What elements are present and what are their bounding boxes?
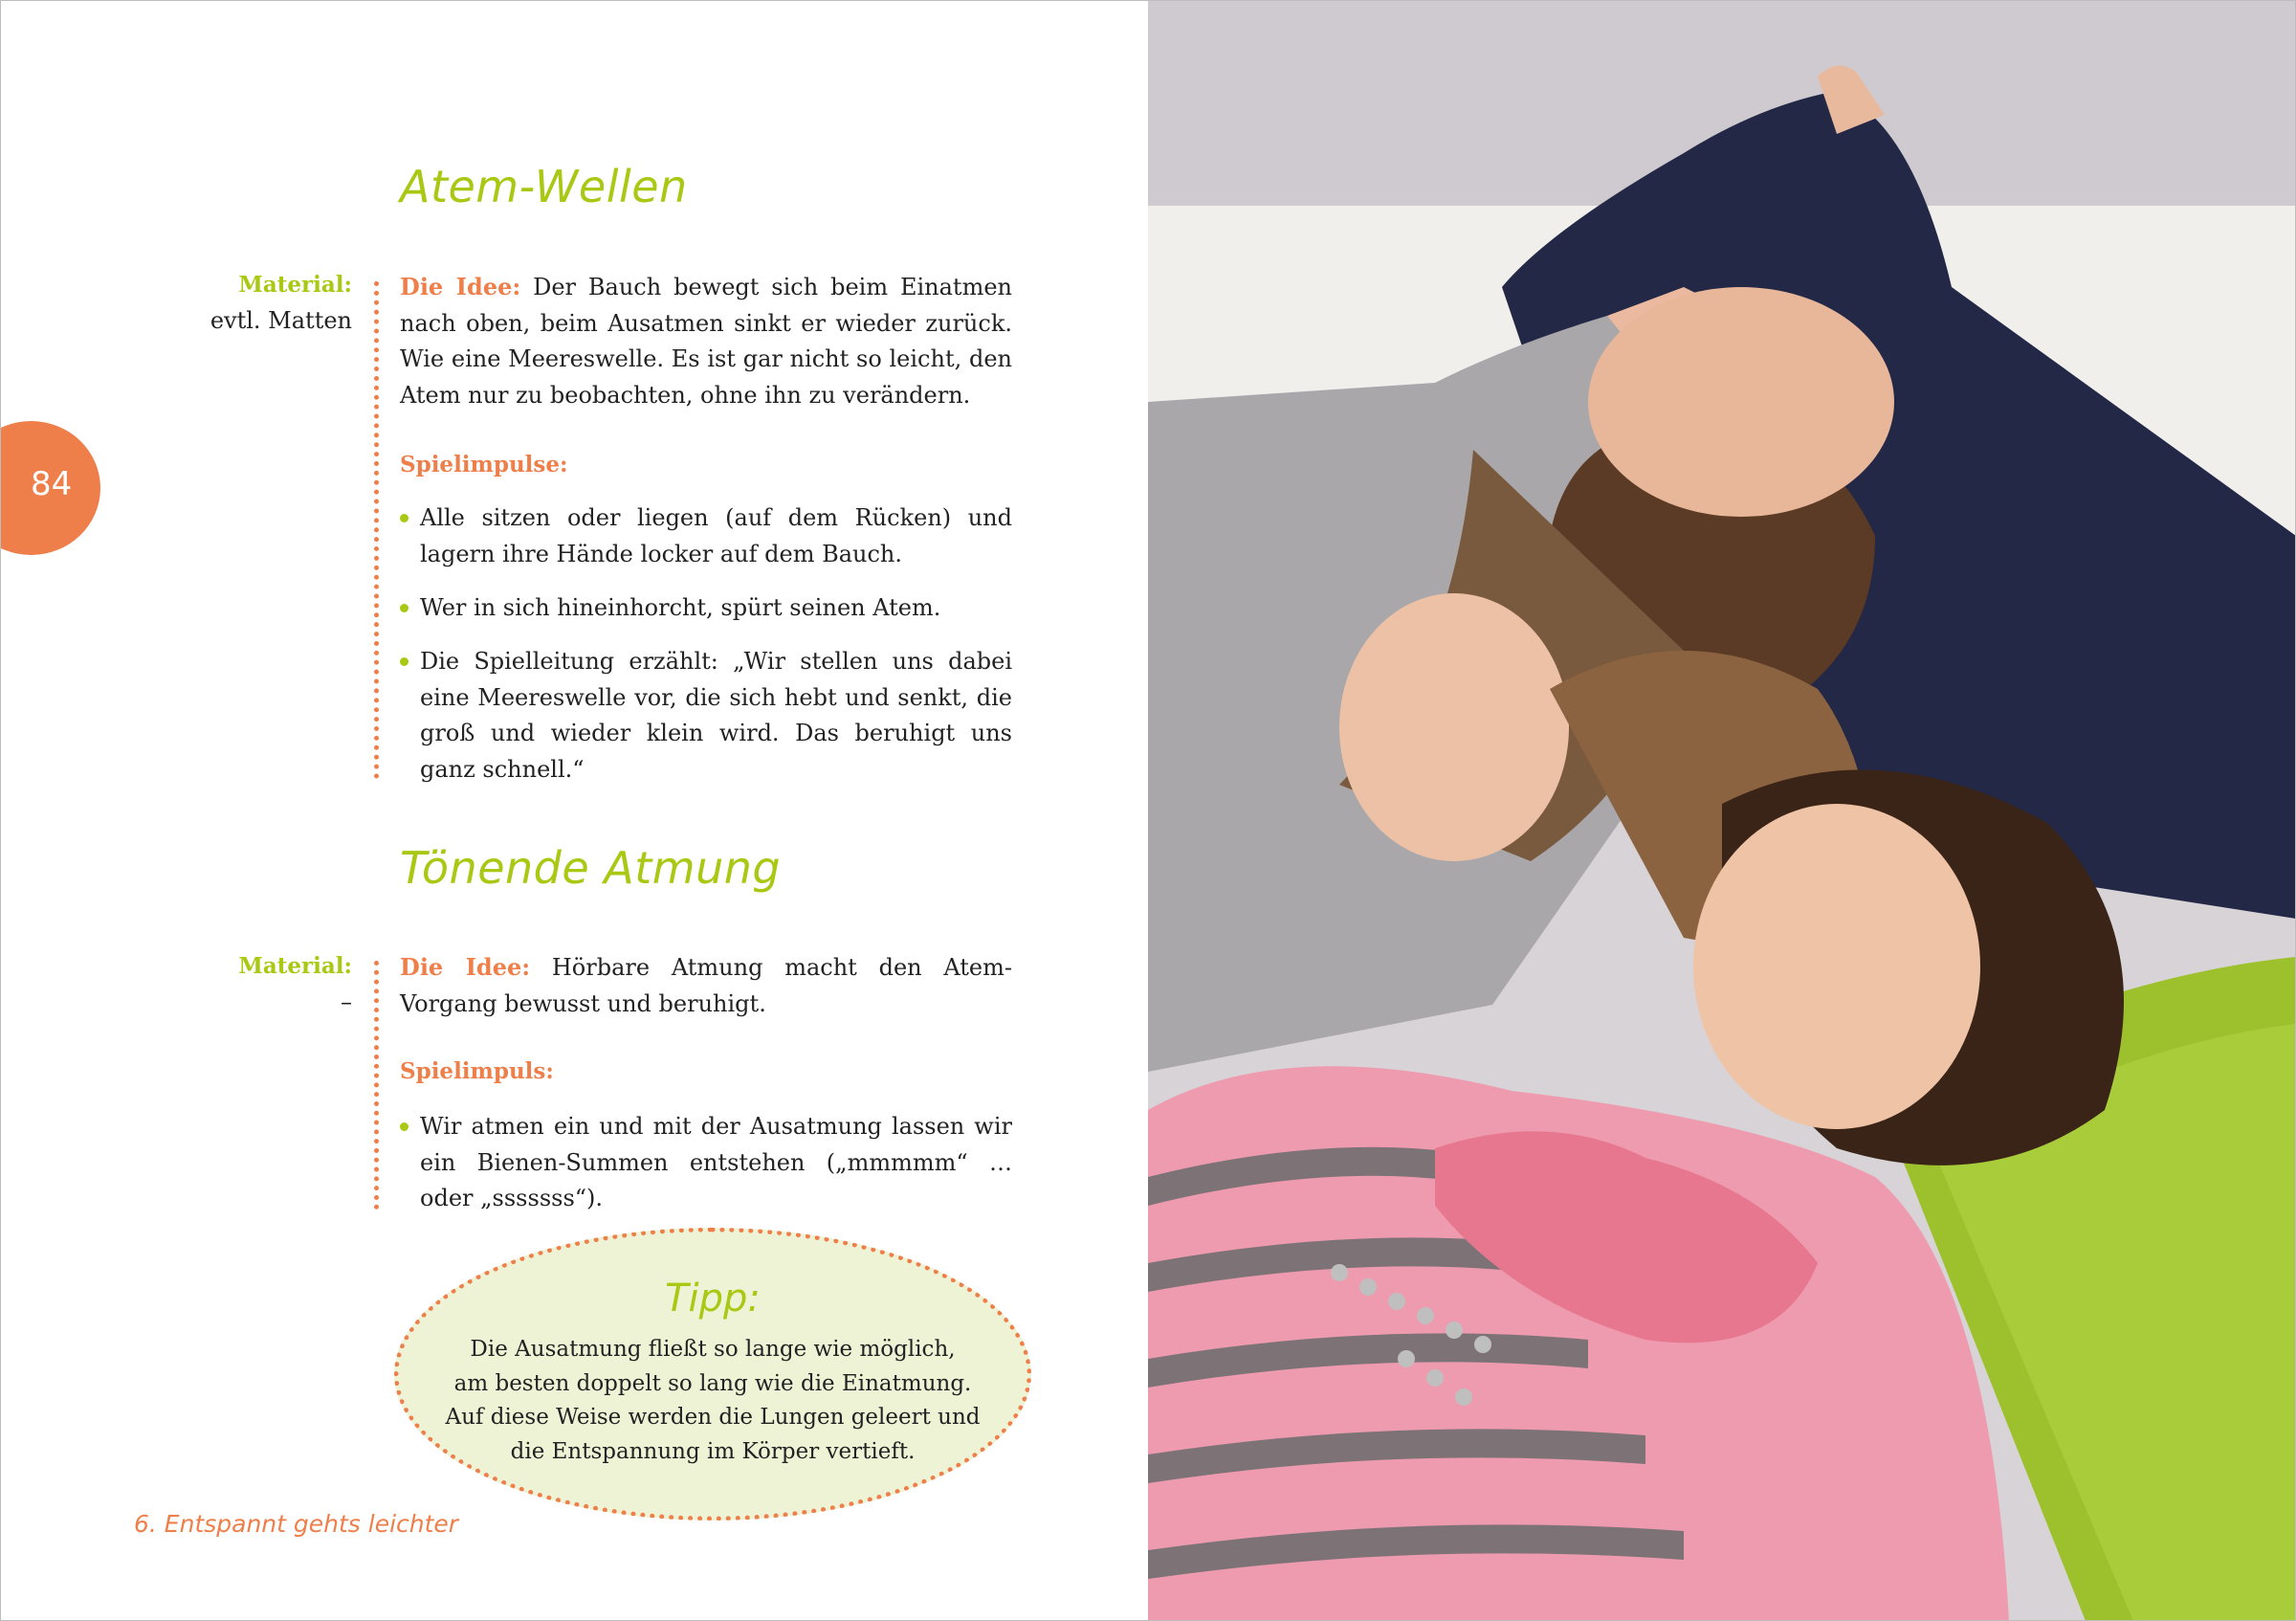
section2-title: Tönende Atmung <box>400 842 782 894</box>
bullet-text: Wer in sich hineinhorcht, spürt seinen Atem. <box>420 594 941 621</box>
section1-title: Atem-Wellen <box>400 161 688 212</box>
section1-idea-label: Die Idee: <box>400 273 521 300</box>
tip-line: die Entspannung im Körper vertieft. <box>510 1438 916 1464</box>
section2-material-value: – <box>341 988 352 1015</box>
tip-line: Auf diese Weise werden die Lungen geleert und <box>445 1405 981 1430</box>
section1-material-value: evtl. Matten <box>210 307 352 334</box>
section2-material-label: Material: <box>238 953 352 979</box>
section2-idea-label: Die Idee: <box>400 953 531 981</box>
section1-impulse-label: Spielimpulse: <box>400 452 568 477</box>
bullet-text: Alle sitzen oder liegen (auf dem Rücken) und lagern ihre Hände locker auf dem Bauch. <box>420 504 1012 567</box>
section1-material-label: Material: <box>238 272 352 298</box>
bullet-text: Wir atmen ein und mit der Ausatmung lassen wir ein Bienen-Summen entstehen („mmmmm“ … oder „sssssss“). <box>420 1113 1012 1211</box>
section1-idea-text: Der Bauch bewegt sich beim Einatmen nach oben, beim Ausatmen sinkt er wieder zurück. Wie eine Meereswelle. Es ist gar nicht so leicht, den Atem nur zu beobachten, ohne ihn zu verändern. <box>400 274 1012 409</box>
section2-impulse-label: Spielimpuls: <box>400 1058 554 1084</box>
section2-idea-text: Hörbare Atmung macht den Atem-Vorgang bewusst und beruhigt. <box>400 954 1012 1017</box>
bullet-text: Die Spielleitung erzählt: „Wir stellen uns dabei eine Meereswelle vor, die sich hebt und senkt, die groß und wieder klein wird. Das beruhigt uns ganz schnell.“ <box>420 648 1012 783</box>
tip-line: Die Ausatmung fließt so lange wie möglich, <box>470 1337 956 1362</box>
tip-line: am besten doppelt so lang wie die Einatmung. <box>453 1370 972 1396</box>
tip-title: Tipp: <box>665 1277 761 1321</box>
chapter-footer: 6. Entspannt gehts leichter <box>134 1510 459 1538</box>
page-number: 84 <box>31 465 73 503</box>
